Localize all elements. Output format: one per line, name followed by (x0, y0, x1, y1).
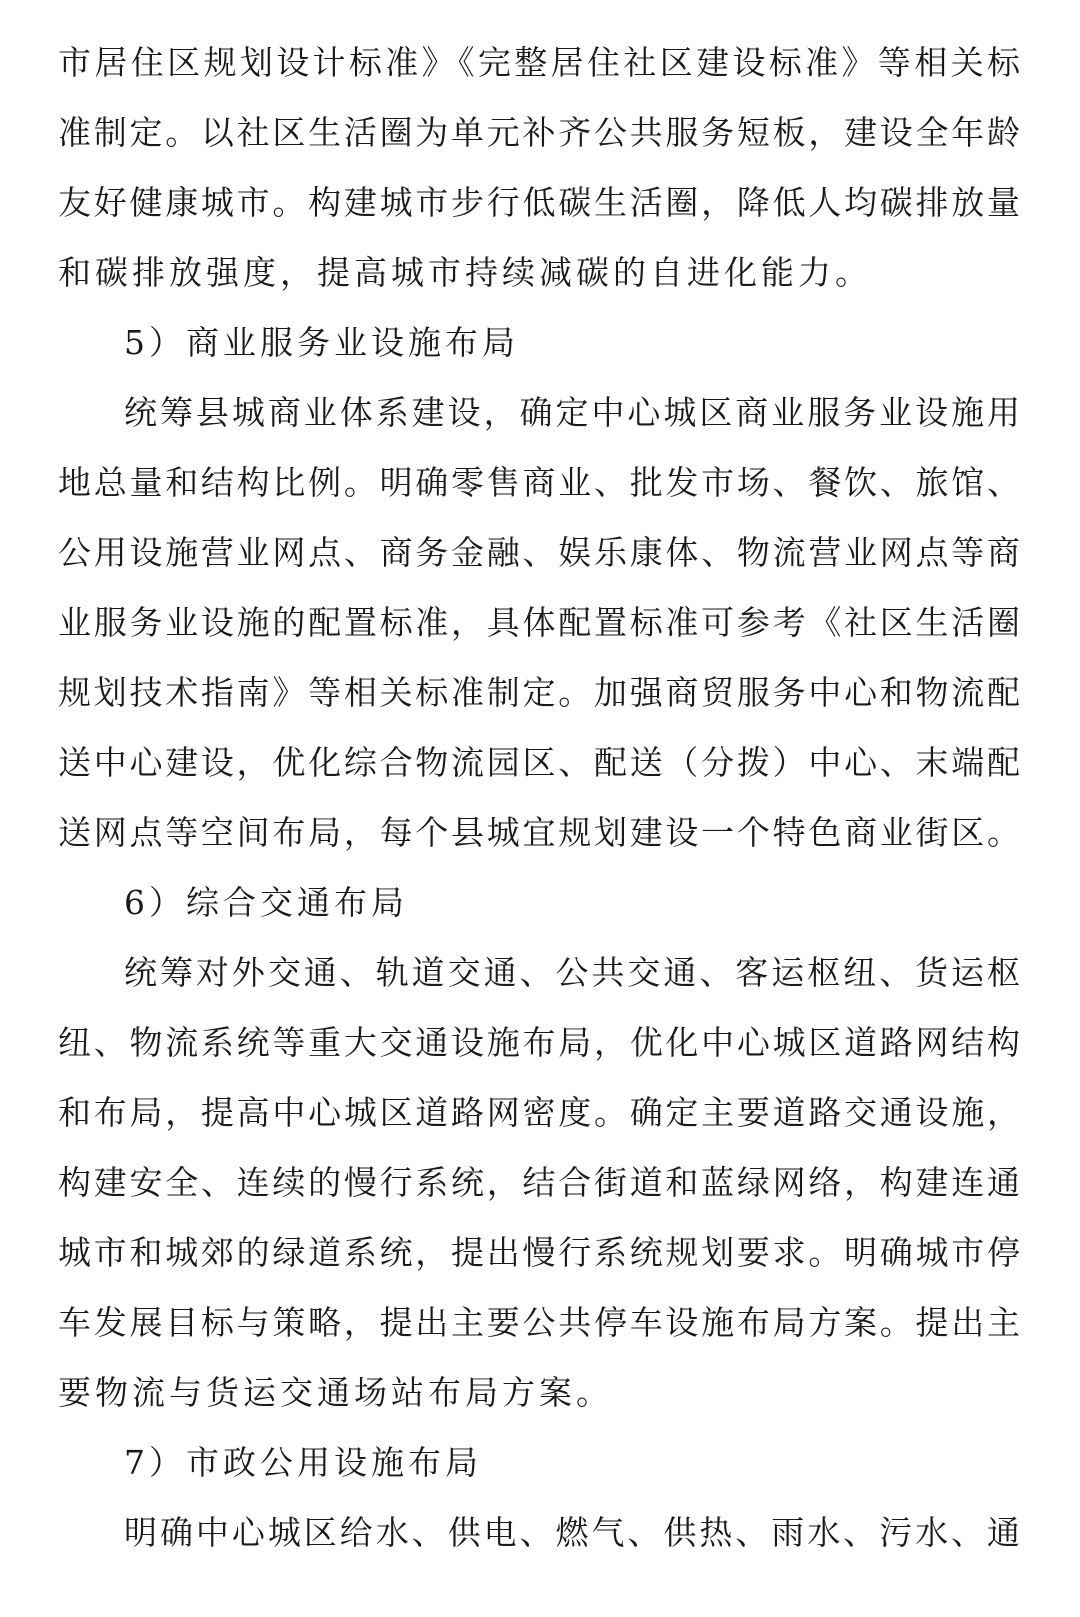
text-line: 地总量和结构比例。明确零售商业、批发市场、餐饮、旅馆、 (58, 463, 1020, 502)
text-line: 送网点等空间布局，每个县城宜规划建设一个特色商业街区。 (58, 813, 1020, 852)
text-line: 公用设施营业网点、商务金融、娱乐康体、物流营业网点等商 (58, 533, 1020, 572)
text-line: 要物流与货运交通场站布局方案。 (58, 1373, 613, 1412)
section-heading-5: 5）商业服务业设施布局 (124, 323, 519, 362)
text-line: 城市和城郊的绿道系统，提出慢行系统规划要求。明确城市停 (58, 1233, 1020, 1272)
text-line: 明确中心城区给水、供电、燃气、供热、雨水、污水、通 (124, 1513, 1020, 1552)
text-line: 统筹对外交通、轨道交通、公共交通、客运枢纽、货运枢 (124, 953, 1020, 992)
text-line: 和碳排放强度，提高城市持续减碳的自进化能力。 (58, 253, 872, 292)
text-line: 规划技术指南》等相关标准制定。加强商贸服务中心和物流配 (58, 673, 1020, 712)
text-line: 市居住区规划设计标准》《完整居住社区建设标准》等相关标 (58, 43, 1020, 82)
section-heading-7: 7）市政公用设施布局 (124, 1443, 482, 1482)
text-line: 构建安全、连续的慢行系统，结合街道和蓝绿网络，构建连通 (58, 1163, 1020, 1202)
text-line: 送中心建设，优化综合物流园区、配送（分拨）中心、末端配 (58, 743, 1020, 782)
text-line: 纽、物流系统等重大交通设施布局，优化中心城区道路网结构 (58, 1023, 1020, 1062)
text-line: 友好健康城市。构建城市步行低碳生活圈，降低人均碳排放量 (58, 183, 1020, 222)
document-page (58, 28, 1020, 1568)
section-heading-6: 6）综合交通布局 (124, 883, 408, 922)
text-line: 准制定。以社区生活圈为单元补齐公共服务短板，建设全年龄 (58, 113, 1020, 152)
text-line: 和布局，提高中心城区道路网密度。确定主要道路交通设施， (58, 1093, 1020, 1132)
text-line: 车发展目标与策略，提出主要公共停车设施布局方案。提出主 (58, 1303, 1020, 1342)
text-line: 统筹县城商业体系建设，确定中心城区商业服务业设施用 (124, 393, 1020, 432)
text-line: 业服务业设施的配置标准，具体配置标准可参考《社区生活圈 (58, 603, 1020, 642)
